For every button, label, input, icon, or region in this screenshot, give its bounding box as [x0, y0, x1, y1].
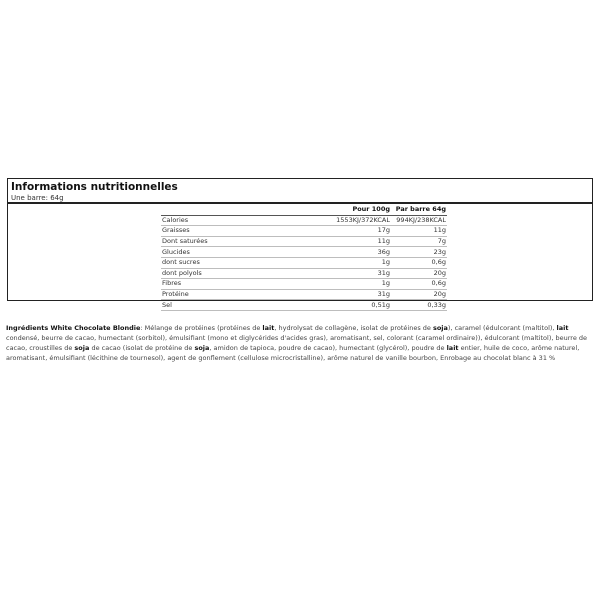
- table-row: [161, 300, 447, 311]
- nutrition-title: Informations nutritionnelles: [11, 181, 178, 193]
- ingredient-bold: lait: [262, 323, 275, 332]
- nutrition-table: [161, 205, 447, 311]
- ingredient-text: condensé, beurre de cacao, humectant (sorbitol), émulsifiant (mono et diglycérides d'acides gras), aromatisant, sel, colorant (caramel ordinaire)), édulcorant (maltitol), beurre de cacao, croustilles de: [6, 333, 588, 352]
- table-header-row: [161, 205, 447, 215]
- value-per-100g: 36g: [301, 247, 391, 258]
- ingredient-bold: lait: [556, 323, 569, 332]
- nutrient-name: dont polyols: [161, 268, 301, 279]
- value-per-bar: 0,6g: [391, 257, 447, 268]
- column-header-per-100g: Pour 100g: [301, 205, 391, 215]
- value-per-100g: 1g: [301, 257, 391, 268]
- value-per-bar: 20g: [391, 289, 447, 300]
- value-per-100g: 11g: [301, 236, 391, 247]
- value-per-bar: 20g: [391, 268, 447, 279]
- ingredient-bold: soja: [432, 323, 448, 332]
- value-per-100g: 31g: [301, 268, 391, 279]
- nutrient-name: Calories: [161, 215, 301, 226]
- ingredient-text: , amidon de tapioca, poudre de cacao), humectant (glycérol), poudre de: [209, 343, 447, 352]
- value-per-100g: 31g: [301, 289, 391, 300]
- divider: [8, 202, 592, 204]
- ingredient-text: ), caramel (édulcorant (maltitol),: [447, 323, 557, 332]
- ingredient-text: de cacao (isolat de protéine de: [89, 343, 195, 352]
- column-header-per-bar: Par barre 64g: [391, 205, 447, 215]
- ingredient-bold: soja: [194, 343, 210, 352]
- table-row: [161, 279, 447, 290]
- ingredient-text: , hydrolysat de collagène, isolat de protéines de: [274, 323, 433, 332]
- table-row: [161, 226, 447, 237]
- value-per-bar: 0,6g: [391, 279, 447, 290]
- ingredient-text: entier, huile de coco, arôme naturel, aromatisant, émulsifiant (lécithine de tournesol), agent de gonflement (cellulose microcristalline), arôme naturel de vanille bourbon, Enrobage au chocolat blanc à 31 %: [6, 343, 580, 362]
- ingredients-text: [6, 323, 590, 363]
- ingredient-bold: Ingrédients White Chocolate Blondie: [6, 323, 141, 332]
- value-per-bar: 11g: [391, 226, 447, 237]
- value-per-bar: 0,33g: [391, 300, 447, 311]
- nutrient-name: Dont saturées: [161, 236, 301, 247]
- value-per-100g: 17g: [301, 226, 391, 237]
- nutrient-name: Fibres: [161, 279, 301, 290]
- nutrient-name: Protéine: [161, 289, 301, 300]
- value-per-100g: 1g: [301, 279, 391, 290]
- table-row: [161, 268, 447, 279]
- ingredient-bold: lait: [446, 343, 459, 352]
- nutrition-label: [7, 178, 593, 309]
- column-header: [161, 205, 301, 215]
- nutrient-name: Graisses: [161, 226, 301, 237]
- nutrient-name: Glucides: [161, 247, 301, 258]
- value-per-bar: 23g: [391, 247, 447, 258]
- table-row: [161, 236, 447, 247]
- ingredient-bold: soja: [74, 343, 90, 352]
- nutrient-name: dont sucres: [161, 257, 301, 268]
- serving-size: Une barre: 64g: [11, 194, 64, 202]
- value-per-100g: 1553KJ/372KCAL: [301, 215, 391, 226]
- table-body: [161, 215, 447, 310]
- value-per-100g: 0,51g: [301, 300, 391, 311]
- ingredient-text: : Mélange de protéines (protéines de: [140, 323, 263, 332]
- table-row: [161, 257, 447, 268]
- value-per-bar: 7g: [391, 236, 447, 247]
- nutrient-name: Sel: [161, 300, 301, 311]
- table-row: [161, 247, 447, 258]
- table-row: [161, 215, 447, 226]
- table-row: [161, 289, 447, 300]
- value-per-bar: 994KJ/238KCAL: [391, 215, 447, 226]
